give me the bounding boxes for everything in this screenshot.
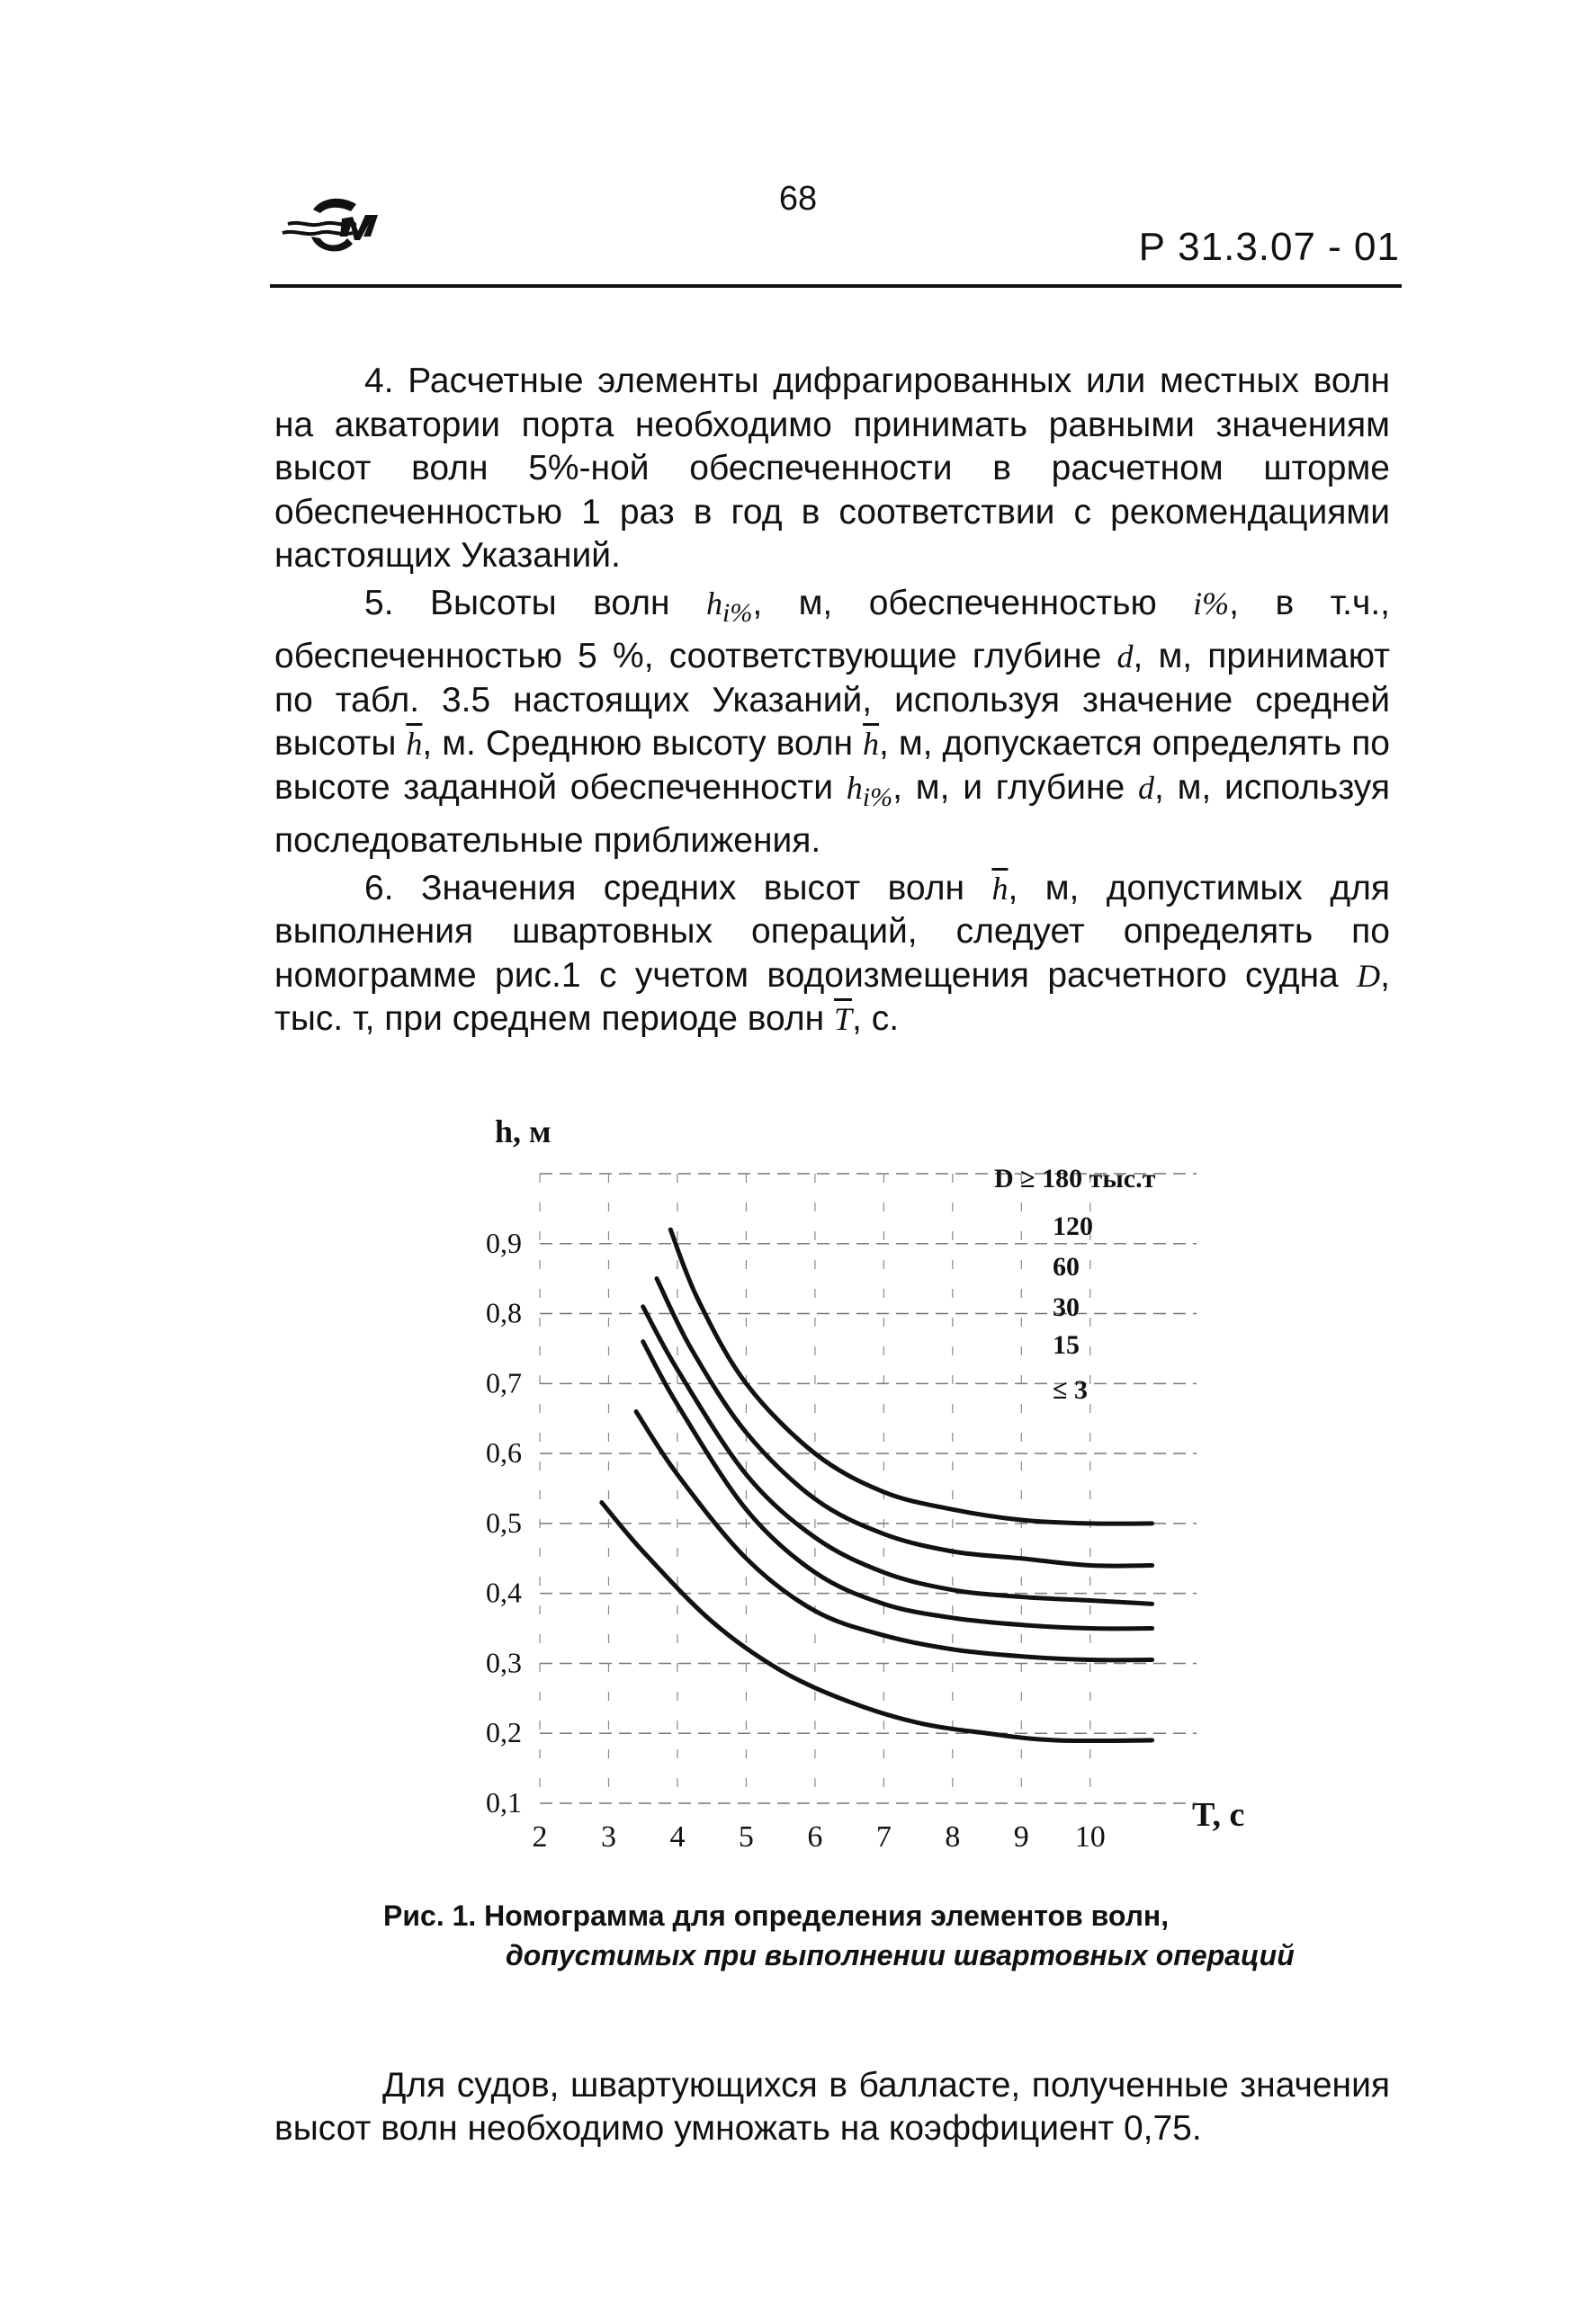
legend-item: 15	[1053, 1330, 1080, 1360]
x-tick-label: 7	[875, 1820, 892, 1854]
body-text	[274, 360, 1390, 1045]
x-tick-label: 9	[1013, 1820, 1029, 1854]
document-code: Р 31.3.07 - 01	[1138, 225, 1400, 269]
legend-item: ≤ 3	[1053, 1375, 1088, 1405]
legend-item: 60	[1053, 1252, 1080, 1282]
x-tick-label: 2	[532, 1820, 548, 1854]
caption-line-2: допустимых при выполнении швартовных операций	[506, 1939, 1295, 1971]
x-tick-label: 6	[807, 1820, 823, 1854]
y-tick-label: 0,9	[486, 1226, 522, 1259]
symbol-h-bar: $\overline{h}$	[863, 726, 880, 763]
legend-item: 30	[1053, 1292, 1080, 1322]
caption-line-1: Рис. 1. Номограмма для определения элементов волн,	[383, 1899, 1170, 1932]
page-number: 68	[778, 180, 818, 218]
legend-item: D ≥ 180 тыс.т	[994, 1164, 1156, 1193]
symbol-d: d	[1116, 639, 1134, 675]
y-tick-label: 0,3	[486, 1646, 522, 1679]
y-tick-label: 0,8	[486, 1296, 522, 1329]
symbol-h-bar: $\overline{h}$	[406, 726, 423, 763]
x-tick-labels	[533, 1820, 1106, 1854]
x-tick-label: 10	[1074, 1820, 1106, 1854]
symbol-h-bar: $\overline{h}$	[991, 870, 1009, 907]
paragraph-4: 4. Расчетные элементы дифрагированных или местных волн на акватории порта необходимо принимать равными значениям высот волн 5%-ной обеспеченности в расчетном шторме обеспеченностью 1 раз в год в соответствии с рекомендациями настоящих Указаний.	[274, 362, 1390, 575]
y-tick-label: 0,4	[486, 1576, 522, 1609]
y-tick-label: 0,7	[486, 1366, 522, 1399]
symbol-D: D	[1357, 957, 1381, 994]
chart-legend	[994, 1164, 1156, 1405]
nomogram-chart	[432, 1111, 1287, 1893]
x-tick-label: 8	[945, 1820, 961, 1854]
paragraph-5: 5. Высоты волн $h_{i\%}$, м, обеспеченностью i%, в т.ч., обеспеченностью 5 %, соответствующие глубине d, м, принимают по табл. 3.5 настоящих Указаний, используя значение средней высоты $\overline{h}$, м. Среднюю высоту волн $\overline{h}$, м, допускается определять по высоте заданной обеспеченности $h_{i\%}$, м, и глубине d, м, используя последовательные приближения.	[274, 583, 1391, 861]
legend-item: 120	[1053, 1211, 1093, 1241]
curve-series-5	[602, 1503, 1152, 1741]
x-axis-label: T, с	[1192, 1796, 1245, 1834]
y-tick-label: 0,1	[486, 1786, 522, 1819]
symbol-d: d	[1137, 769, 1154, 806]
symbol-h-i: $h_{i\%}$	[846, 769, 893, 812]
symbol-T-bar: $\overline{T}$	[834, 1001, 853, 1038]
y-axis-label: h, м	[495, 1113, 551, 1149]
y-tick-label: 0,6	[486, 1436, 522, 1470]
y-tick-label: 0,2	[486, 1716, 522, 1749]
symbol-h-i: $h_{i\%}$	[706, 585, 753, 628]
header-rule	[270, 284, 1402, 288]
figure-caption	[270, 1896, 1349, 1975]
publisher-logo	[270, 184, 387, 265]
y-tick-labels	[486, 1227, 522, 1819]
x-tick-label: 5	[738, 1820, 754, 1854]
y-tick-label: 0,5	[486, 1506, 522, 1539]
final-text	[274, 2064, 1390, 2150]
ballast-note: Для судов, швартующихся в балласте, полученные значения высот волн необходимо умножать на коэффициент 0,75.	[274, 2066, 1390, 2148]
paragraph-6: 6. Значения средних высот волн $\overline{h}$, м, допустимых для выполнения швартовных операций, следует определять по номограмме рис.1 с учетом водоизмещения расчетного судна D, тыс. т, при среднем периоде волн $\overline{T}$, с.	[274, 868, 1390, 1039]
symbol-i-percent: i%	[1193, 585, 1230, 621]
x-tick-label: 4	[669, 1820, 686, 1854]
x-tick-label: 3	[600, 1820, 616, 1854]
